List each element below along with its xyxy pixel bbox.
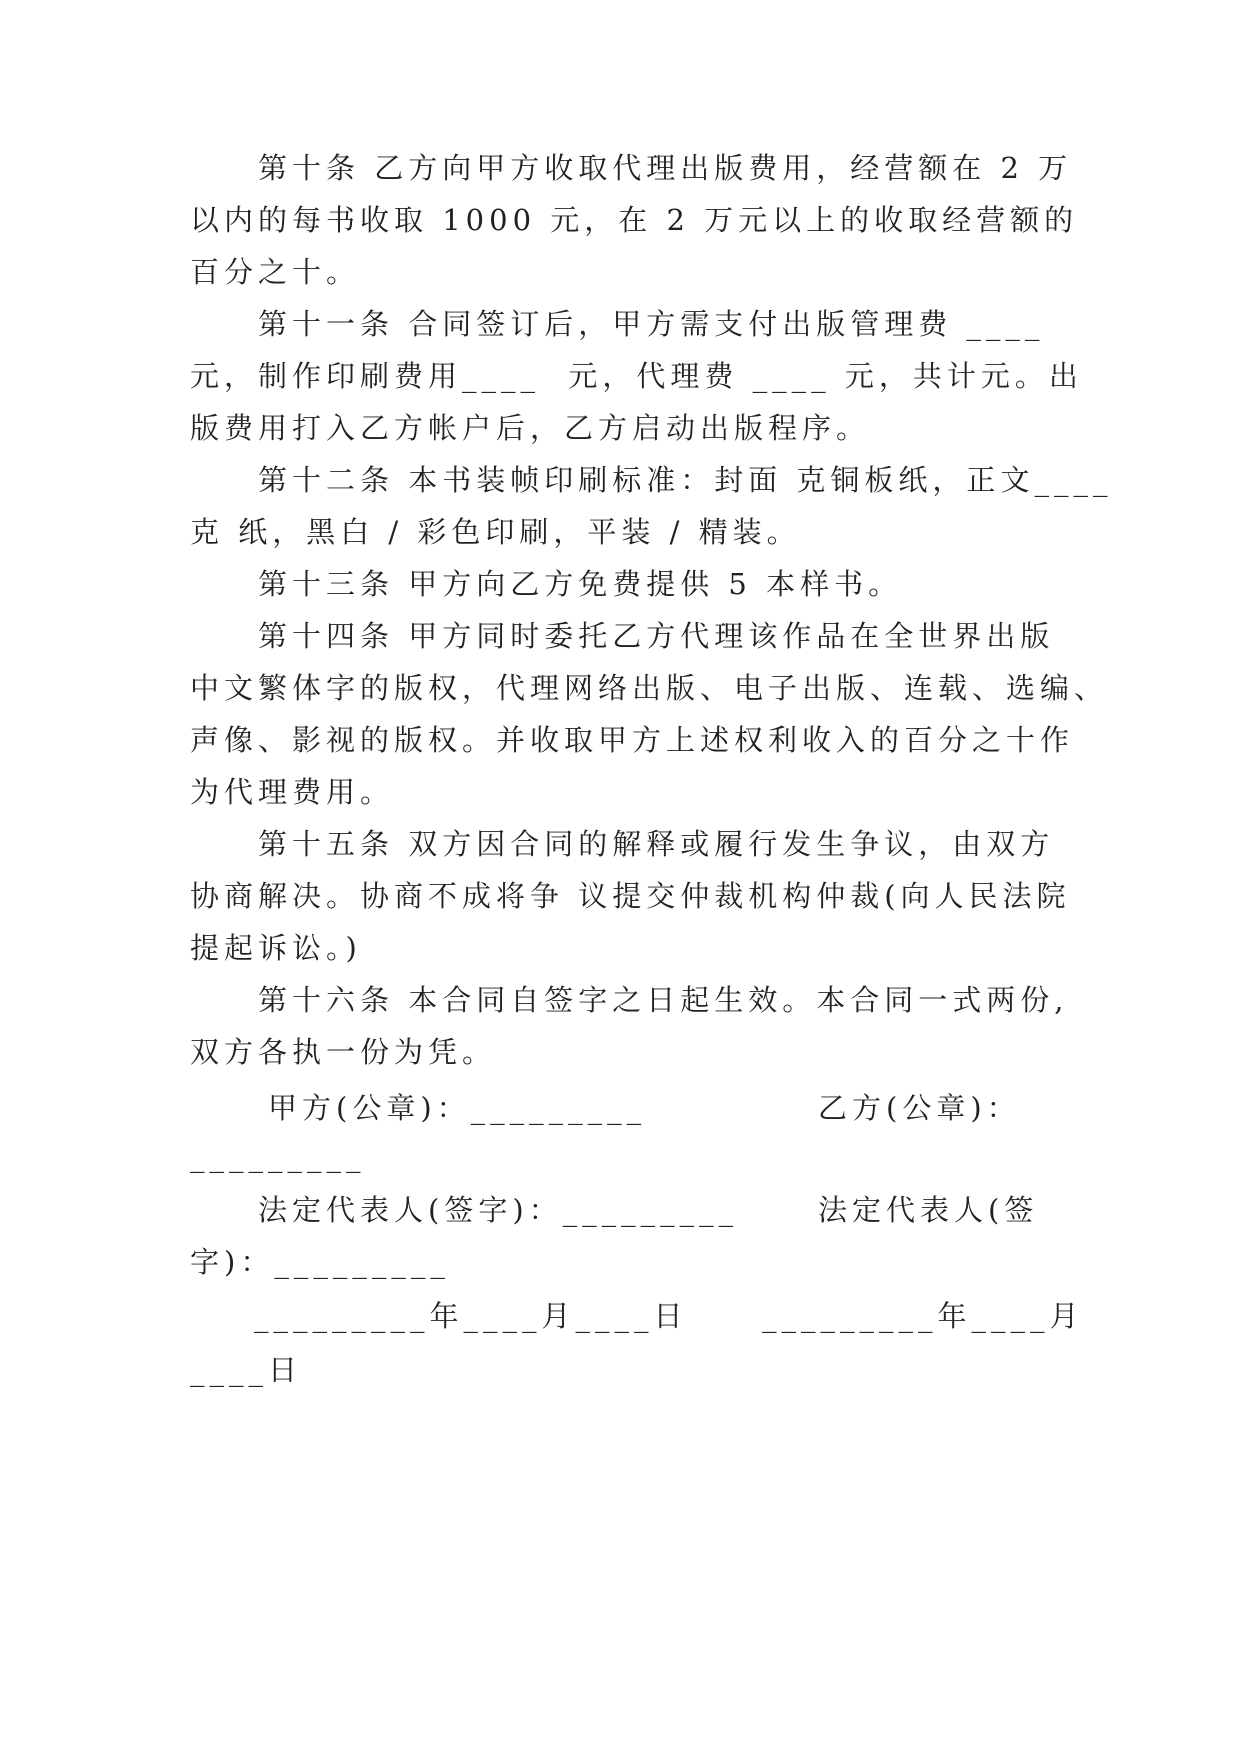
article-12-line-1: 第十二条 本书装帧印刷标准：封面 克铜板纸，正文____: [258, 463, 1113, 497]
party-a-seal: 甲方(公章)：_________: [268, 1091, 647, 1125]
article-16-line-1: 第十六条 本合同自签字之日起生效。本合同一式两份,: [258, 983, 1069, 1017]
article-14-line-4: 为代理费用。: [190, 775, 395, 809]
article-10-line-2: 以内的每书收取 1000 元，在 2 万元以上的收取经营额的: [190, 203, 1079, 237]
article-14-line-2: 中文繁体字的版权，代理网络出版、电子出版、连载、选编、: [190, 671, 1109, 705]
article-13-line-1: 第十三条 甲方向乙方免费提供 5 本样书。: [258, 567, 903, 601]
article-14-line-3: 声像、影视的版权。并收取甲方上述权利收入的百分之十作: [190, 723, 1075, 757]
article-15-line-1: 第十五条 双方因合同的解释或履行发生争议，由双方: [258, 827, 1055, 861]
article-11-line-3: 版费用打入乙方帐户后，乙方启动出版程序。: [190, 411, 871, 445]
party-b-seal: 乙方(公章)：: [818, 1091, 1021, 1125]
party-b-date: _________年____月: [762, 1299, 1084, 1333]
article-11-line-1: 第十一条 合同签订后，甲方需支付出版管理费 ____: [258, 307, 1045, 341]
article-10-line-3: 百分之十。: [190, 255, 361, 289]
article-12-line-2: 克 纸，黑白 / 彩色印刷，平装 / 精装。: [190, 515, 801, 549]
article-15-line-2: 协商解决。协商不成将争 议提交仲裁机构仲裁(向人民法院: [190, 879, 1071, 913]
party-a-representative: 法定代表人(签字)：_________: [258, 1193, 739, 1227]
article-16-line-2: 双方各执一份为凭。: [190, 1035, 497, 1069]
party-a-date: _________年____月____日: [254, 1299, 688, 1333]
party-b-seal-blank: _________: [190, 1139, 366, 1173]
article-14-line-1: 第十四条 甲方同时委托乙方代理该作品在全世界出版: [258, 619, 1055, 653]
party-b-date-day: ____日: [190, 1353, 303, 1387]
article-11-line-2: 元，制作印刷费用____ 元，代理费 ____ 元，共计元。出: [190, 359, 1083, 393]
article-15-line-3: 提起诉讼。): [190, 931, 362, 965]
article-10-line-1: 第十条 乙方向甲方收取代理出版费用，经营额在 2 万: [258, 151, 1073, 185]
party-b-representative-cont: 字)：_________: [190, 1245, 450, 1279]
party-b-representative: 法定代表人(签: [818, 1193, 1039, 1227]
